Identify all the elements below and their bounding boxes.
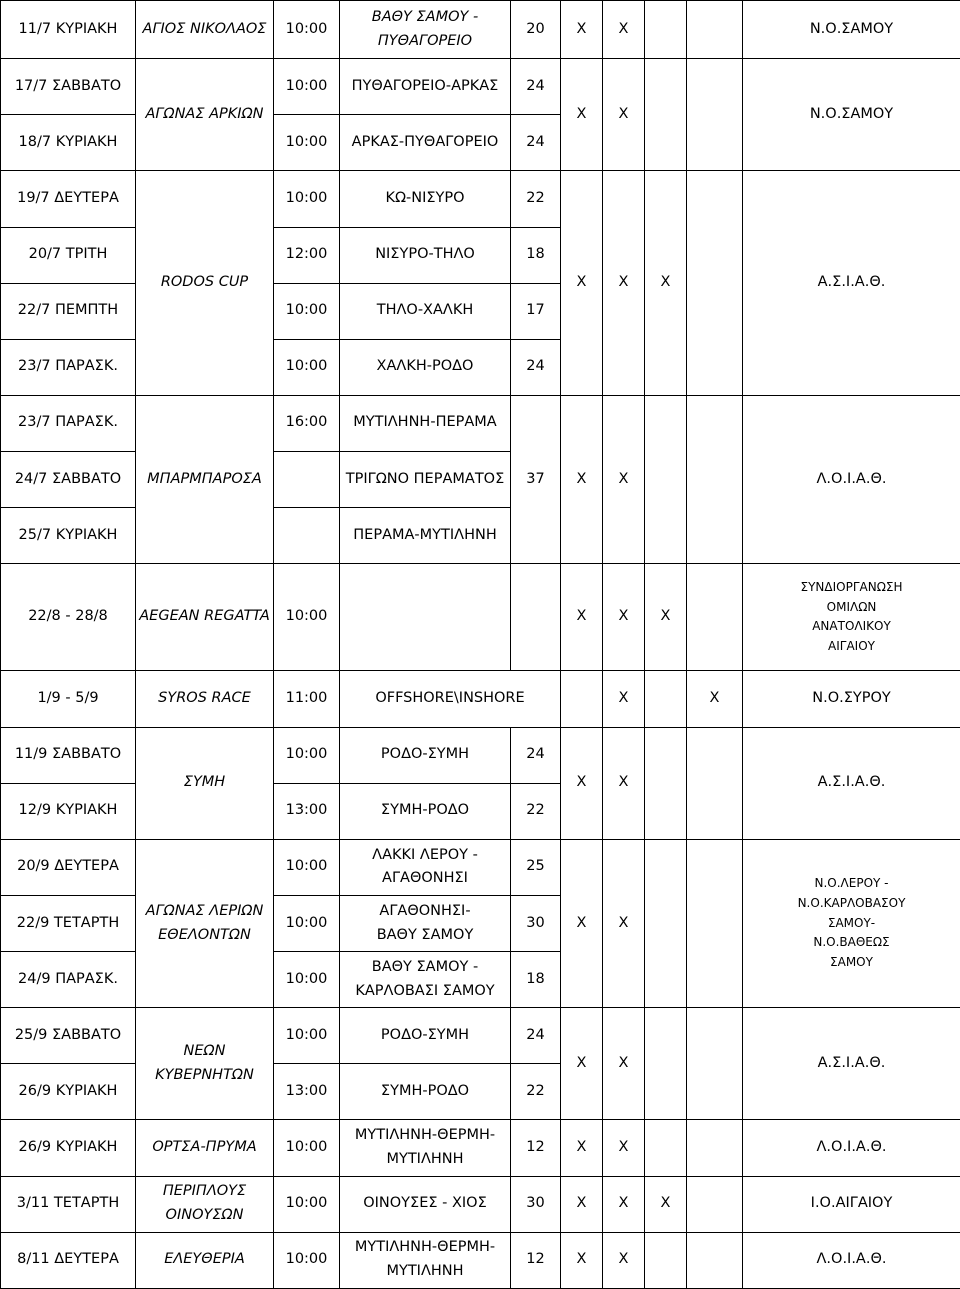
distance-cell: 24 <box>511 727 561 783</box>
mark-cell: X <box>603 1 645 59</box>
organizer-cell: ΣΥΝΔΙΟΡΓΑΝΩΣΗ ΟΜΙΛΩΝ ΑΝΑΤΟΛΙΚΟΥ ΑΙΓΑΙΟΥ <box>743 564 960 671</box>
mark-cell: X <box>561 1232 603 1288</box>
distance-cell: 24 <box>511 115 561 171</box>
time-cell: 10:00 <box>274 952 340 1008</box>
mark-cell <box>687 171 743 396</box>
mark-cell <box>687 1 743 59</box>
distance-cell: 37 <box>511 395 561 563</box>
event-cell: ΑΓΩΝΑΣ ΑΡΚΙΩΝ <box>136 59 274 171</box>
organizer-cell: Α.Σ.Ι.Α.Θ. <box>743 1008 960 1120</box>
time-cell <box>274 452 340 508</box>
distance-cell: 30 <box>511 895 561 951</box>
distance-cell: 12 <box>511 1120 561 1176</box>
route-cell <box>340 564 511 671</box>
route-cell: ΤΡΙΓΩΝΟ ΠΕΡΑΜΑΤΟΣ <box>340 452 511 508</box>
date-cell: 8/11 ΔΕΥΤΕΡΑ <box>1 1232 136 1288</box>
mark-cell: X <box>561 1008 603 1120</box>
route-cell: ΡΟΔΟ-ΣΥΜΗ <box>340 727 511 783</box>
time-cell: 10:00 <box>274 839 340 895</box>
distance-cell: 22 <box>511 171 561 227</box>
mark-cell <box>687 1120 743 1176</box>
time-cell: 10:00 <box>274 895 340 951</box>
date-cell: 22/9 ΤΕΤΑΡΤΗ <box>1 895 136 951</box>
time-cell: 10:00 <box>274 339 340 395</box>
date-cell: 23/7 ΠΑΡΑΣΚ. <box>1 395 136 451</box>
date-cell: 20/7 ΤΡΙΤΗ <box>1 227 136 283</box>
mark-cell: X <box>561 839 603 1007</box>
route-cell: ΒΑΘΥ ΣΑΜΟΥ - ΚΑΡΛΟΒΑΣΙ ΣΑΜΟΥ <box>340 952 511 1008</box>
time-cell: 10:00 <box>274 1 340 59</box>
distance-cell <box>511 564 561 671</box>
mark-cell: X <box>603 1120 645 1176</box>
mark-cell <box>645 1120 687 1176</box>
date-cell: 3/11 ΤΕΤΑΡΤΗ <box>1 1176 136 1232</box>
schedule-row <box>1 839 960 895</box>
mark-cell <box>645 395 687 563</box>
distance-cell: 22 <box>511 783 561 839</box>
distance-cell: 18 <box>511 952 561 1008</box>
organizer-cell: Ι.Ο.ΑΙΓΑΙΟΥ <box>743 1176 960 1232</box>
event-cell: ΕΛΕΥΘΕΡΙΑ <box>136 1232 274 1288</box>
mark-cell: X <box>603 171 645 396</box>
mark-cell: X <box>561 1 603 59</box>
mark-cell <box>687 839 743 1007</box>
mark-cell <box>687 395 743 563</box>
distance-cell: 24 <box>511 339 561 395</box>
mark-cell <box>645 839 687 1007</box>
route-cell: ΑΓΑΘΟΝΗΣΙ- ΒΑΘΥ ΣΑΜΟΥ <box>340 895 511 951</box>
mark-cell: X <box>603 1008 645 1120</box>
date-cell: 24/7 ΣΑΒΒΑΤΟ <box>1 452 136 508</box>
schedule-row <box>1 727 960 783</box>
schedule-row <box>1 395 960 451</box>
mark-cell: X <box>561 395 603 563</box>
mark-cell <box>687 1008 743 1120</box>
time-cell: 10:00 <box>274 115 340 171</box>
mark-cell <box>687 1232 743 1288</box>
mark-cell: X <box>645 564 687 671</box>
organizer-cell: Ν.Ο.ΣΑΜΟΥ <box>743 1 960 59</box>
date-cell: 25/7 ΚΥΡΙΑΚΗ <box>1 508 136 564</box>
mark-cell: X <box>603 564 645 671</box>
date-cell: 22/7 ΠΕΜΠΤΗ <box>1 283 136 339</box>
time-cell: 10:00 <box>274 1120 340 1176</box>
date-cell: 17/7 ΣΑΒΒΑΤΟ <box>1 59 136 115</box>
schedule-row <box>1 1120 960 1176</box>
mark-cell <box>687 564 743 671</box>
mark-cell: X <box>561 1176 603 1232</box>
event-cell: RODOS CUP <box>136 171 274 396</box>
mark-cell: X <box>603 395 645 563</box>
mark-cell: X <box>603 727 645 839</box>
route-cell: ΟΙΝΟΥΣΕΣ - ΧΙΟΣ <box>340 1176 511 1232</box>
mark-cell: X <box>561 1120 603 1176</box>
date-cell: 11/7 ΚΥΡΙΑΚΗ <box>1 1 136 59</box>
schedule-body <box>1 1 960 1289</box>
organizer-cell: Ν.Ο.ΣΥΡΟΥ <box>743 671 960 727</box>
organizer-cell: Ν.Ο.ΛΕΡΟΥ - Ν.Ο.ΚΑΡΛΟΒΑΣΟΥ ΣΑΜΟΥ- Ν.Ο.ΒΑΘΕΩΣ ΣΑΜΟΥ <box>743 839 960 1007</box>
time-cell: 11:00 <box>274 671 340 727</box>
time-cell: 13:00 <box>274 1064 340 1120</box>
route-cell: ΣΥΜΗ-ΡΟΔΟ <box>340 783 511 839</box>
route-cell: ΣΥΜΗ-ΡΟΔΟ <box>340 1064 511 1120</box>
mark-cell <box>645 1232 687 1288</box>
mark-cell <box>645 671 687 727</box>
organizer-cell: Α.Σ.Ι.Α.Θ. <box>743 171 960 396</box>
route-cell: ΚΩ-ΝΙΣΥΡΟ <box>340 171 511 227</box>
distance-cell: 30 <box>511 1176 561 1232</box>
route-cell: OFFSHORE\INSHORE <box>340 671 561 727</box>
distance-cell: 17 <box>511 283 561 339</box>
distance-cell: 12 <box>511 1232 561 1288</box>
mark-cell: X <box>561 564 603 671</box>
mark-cell: X <box>603 671 645 727</box>
distance-cell: 22 <box>511 1064 561 1120</box>
route-cell: ΝΙΣΥΡΟ-ΤΗΛΟ <box>340 227 511 283</box>
date-cell: 18/7 ΚΥΡΙΑΚΗ <box>1 115 136 171</box>
time-cell: 10:00 <box>274 727 340 783</box>
date-cell: 26/9 ΚΥΡΙΑΚΗ <box>1 1064 136 1120</box>
date-cell: 26/9 ΚΥΡΙΑΚΗ <box>1 1120 136 1176</box>
distance-cell: 20 <box>511 1 561 59</box>
organizer-cell: Ν.Ο.ΣΑΜΟΥ <box>743 59 960 171</box>
distance-cell: 24 <box>511 59 561 115</box>
time-cell: 10:00 <box>274 564 340 671</box>
mark-cell: X <box>645 1176 687 1232</box>
route-cell: ΡΟΔΟ-ΣΥΜΗ <box>340 1008 511 1064</box>
date-cell: 23/7 ΠΑΡΑΣΚ. <box>1 339 136 395</box>
event-cell: ΟΡΤΣΑ-ΠΡΥΜΑ <box>136 1120 274 1176</box>
time-cell: 10:00 <box>274 1176 340 1232</box>
mark-cell: X <box>603 839 645 1007</box>
route-cell: ΛΑΚΚΙ ΛΕΡΟΥ - ΑΓΑΘΟΝΗΣΙ <box>340 839 511 895</box>
event-cell: ΑΓΙΟΣ ΝΙΚΟΛΑΟΣ <box>136 1 274 59</box>
mark-cell: X <box>561 59 603 171</box>
schedule-row <box>1 1008 960 1064</box>
distance-cell: 24 <box>511 1008 561 1064</box>
route-cell: ΜΥΤΙΛΗΝΗ-ΘΕΡΜΗ- ΜΥΤΙΛΗΝΗ <box>340 1120 511 1176</box>
event-cell: SYROS RACE <box>136 671 274 727</box>
organizer-cell: Λ.Ο.Ι.Α.Θ. <box>743 1120 960 1176</box>
mark-cell <box>645 1008 687 1120</box>
event-cell: ΑΓΩΝΑΣ ΛΕΡΙΩΝ ΕΘΕΛΟΝΤΩΝ <box>136 839 274 1007</box>
date-cell: 1/9 - 5/9 <box>1 671 136 727</box>
date-cell: 20/9 ΔΕΥΤΕΡΑ <box>1 839 136 895</box>
time-cell: 16:00 <box>274 395 340 451</box>
date-cell: 11/9 ΣΑΒΒΑΤΟ <box>1 727 136 783</box>
date-cell: 12/9 ΚΥΡΙΑΚΗ <box>1 783 136 839</box>
mark-cell <box>561 671 603 727</box>
mark-cell <box>687 727 743 839</box>
time-cell: 10:00 <box>274 283 340 339</box>
route-cell: ΒΑΘΥ ΣΑΜΟΥ - ΠΥΘΑΓΟΡΕΙΟ <box>340 1 511 59</box>
mark-cell: X <box>603 59 645 171</box>
route-cell: ΤΗΛΟ-ΧΑΛΚΗ <box>340 283 511 339</box>
schedule-row <box>1 1176 960 1232</box>
time-cell: 10:00 <box>274 1232 340 1288</box>
distance-cell: 25 <box>511 839 561 895</box>
time-cell: 13:00 <box>274 783 340 839</box>
schedule-row <box>1 671 960 727</box>
distance-cell: 18 <box>511 227 561 283</box>
date-cell: 24/9 ΠΑΡΑΣΚ. <box>1 952 136 1008</box>
mark-cell <box>687 59 743 171</box>
mark-cell <box>645 1 687 59</box>
event-cell: ΝΕΩΝ ΚΥΒΕΡΝΗΤΩΝ <box>136 1008 274 1120</box>
route-cell: ΜΥΤΙΛΗΝΗ-ΘΕΡΜΗ- ΜΥΤΙΛΗΝΗ <box>340 1232 511 1288</box>
schedule-row <box>1 171 960 227</box>
event-cell: ΠΕΡΙΠΛΟΥΣ ΟΙΝΟΥΣΩΝ <box>136 1176 274 1232</box>
mark-cell: X <box>603 1232 645 1288</box>
organizer-cell: Λ.Ο.Ι.Α.Θ. <box>743 1232 960 1288</box>
route-cell: ΜΥΤΙΛΗΝΗ-ΠΕΡΑΜΑ <box>340 395 511 451</box>
organizer-cell: Λ.Ο.Ι.Α.Θ. <box>743 395 960 563</box>
schedule-row <box>1 1232 960 1288</box>
route-cell: ΧΑΛΚΗ-ΡΟΔΟ <box>340 339 511 395</box>
route-cell: ΠΕΡΑΜΑ-ΜΥΤΙΛΗΝΗ <box>340 508 511 564</box>
mark-cell <box>645 727 687 839</box>
date-cell: 25/9 ΣΑΒΒΑΤΟ <box>1 1008 136 1064</box>
time-cell: 10:00 <box>274 59 340 115</box>
event-cell: AEGEAN REGATTA <box>136 564 274 671</box>
mark-cell: X <box>687 671 743 727</box>
date-cell: 22/8 - 28/8 <box>1 564 136 671</box>
time-cell: 10:00 <box>274 171 340 227</box>
mark-cell: X <box>603 1176 645 1232</box>
event-cell: ΣΥΜΗ <box>136 727 274 839</box>
event-cell: ΜΠΑΡΜΠΑΡΟΣΑ <box>136 395 274 563</box>
route-cell: ΑΡΚΑΣ-ΠΥΘΑΓΟΡΕΙΟ <box>340 115 511 171</box>
organizer-cell: Α.Σ.Ι.Α.Θ. <box>743 727 960 839</box>
date-cell: 19/7 ΔΕΥΤΕΡΑ <box>1 171 136 227</box>
schedule-row <box>1 59 960 115</box>
mark-cell <box>687 1176 743 1232</box>
mark-cell: X <box>561 171 603 396</box>
time-cell: 10:00 <box>274 1008 340 1064</box>
mark-cell: X <box>645 171 687 396</box>
mark-cell <box>645 59 687 171</box>
schedule-row <box>1 564 960 671</box>
time-cell: 12:00 <box>274 227 340 283</box>
mark-cell: X <box>561 727 603 839</box>
route-cell: ΠΥΘΑΓΟΡΕΙΟ-ΑΡΚΑΣ <box>340 59 511 115</box>
time-cell <box>274 508 340 564</box>
schedule-row <box>1 1 960 59</box>
